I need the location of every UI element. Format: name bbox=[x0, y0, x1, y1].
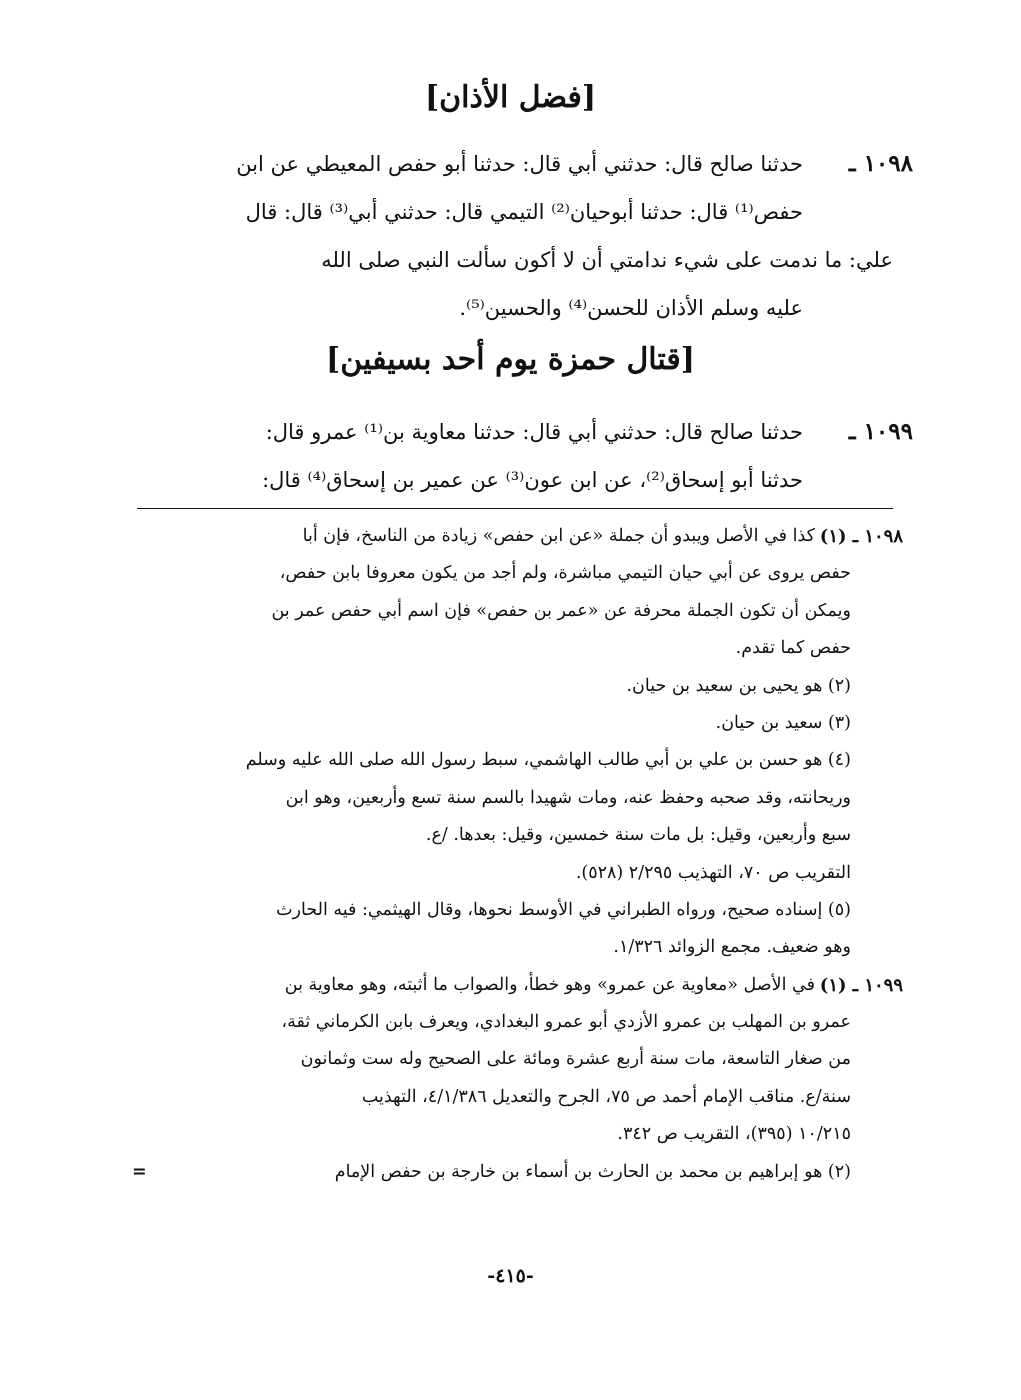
footnote-text: سبع وأربعين، وقيل: بل مات سنة خمسين، وقيل: بعدها. /ع. bbox=[425, 825, 851, 846]
footnote-text: حفص كما تقدم. bbox=[735, 638, 851, 659]
footnote-line bbox=[150, 1116, 903, 1153]
page-number: -٤١٥- bbox=[487, 1265, 534, 1287]
footnote-separator bbox=[137, 508, 893, 509]
footnote-line bbox=[150, 668, 903, 705]
hadith-1098 bbox=[160, 140, 913, 332]
footnote-line bbox=[150, 518, 903, 555]
hadith-1099 bbox=[160, 408, 913, 504]
footnote-text: ١٠/٢١٥ (٣٩٥)، التقريب ص ٣٤٢. bbox=[617, 1124, 851, 1145]
hadith-line bbox=[160, 236, 983, 284]
footnote-line bbox=[150, 1004, 903, 1041]
footnote-line bbox=[150, 1041, 903, 1078]
footnote-text: حفص يروى عن أبي حيان التيمي مباشرة، ولم أجد من يكون معروفا بابن حفص، bbox=[279, 563, 851, 584]
section-heading-qital-hamza: [قتال حمزة يوم أحد بسيفين] bbox=[326, 342, 695, 377]
section-heading-fadl-al-adhan: [فضل الأذان] bbox=[424, 80, 597, 115]
footnote-line bbox=[150, 892, 903, 929]
footnote-text: سنة/ع. مناقب الإمام أحمد ص ٧٥، الجرح والتعديل ٤/١/٣٨٦، التهذيب bbox=[361, 1086, 851, 1107]
footnote-text: عمرو بن المهلب بن عمرو الأزدي أبو عمرو البغدادي، ويعرف بابن الكرماني ثقة، bbox=[281, 1012, 851, 1033]
continuation-mark: = bbox=[132, 1161, 147, 1182]
footnote-line bbox=[150, 593, 903, 630]
hadith-text: حدثنا صالح قال: حدثني أبي قال: حدثنا أبو حفص المعيطي عن ابن bbox=[236, 152, 803, 176]
footnote-line bbox=[150, 1079, 903, 1116]
footnote-line bbox=[150, 929, 903, 966]
footnote-text: من صغار التاسعة، مات سنة أربع عشرة ومائة على الصحيح وله ست وثمانون bbox=[300, 1049, 851, 1070]
hadith-line bbox=[160, 188, 893, 236]
footnotes bbox=[132, 518, 903, 1191]
hadith-line bbox=[160, 408, 913, 456]
hadith-text: علي: ما ندمت على شيء ندامتي أن لا أكون سألت النبي صلى الله bbox=[321, 248, 893, 272]
footnote-line bbox=[150, 967, 903, 1004]
footnote-text: وريحانته، وقد صحبه وحفظ عنه، ومات شهيدا بالسم سنة تسع وأربعين، وهو ابن bbox=[285, 787, 851, 808]
hadith-text: حدثنا أبو إسحاق⁽²⁾، عن ابن عون⁽³⁾ عن عمير بن إسحاق⁽⁴⁾ قال: bbox=[262, 468, 803, 492]
footnote-line bbox=[150, 630, 903, 667]
footnote-line bbox=[150, 780, 903, 817]
footnote-line bbox=[150, 742, 903, 779]
footnote-text: (٢) هو يحيى بن سعيد بن حيان. bbox=[626, 675, 851, 696]
hadith-text: حدثنا صالح قال: حدثني أبي قال: حدثنا معاوية بن⁽¹⁾ عمرو قال: bbox=[265, 420, 803, 444]
footnote-text: وهو ضعيف. مجمع الزوائد ١/٣٢٦. bbox=[613, 937, 851, 958]
footnote-text: (٤) هو حسن بن علي بن أبي طالب الهاشمي، سبط رسول الله صلى الله عليه وسلم bbox=[245, 750, 851, 771]
footnote-text: التقريب ص ٧٠، التهذيب ٢/٢٩٥ (٥٢٨). bbox=[575, 862, 851, 883]
hadith-line bbox=[160, 140, 913, 188]
footnote-label: ١٠٩٩ ـ (١) bbox=[819, 974, 903, 996]
footnote-text: (٣) سعيد بن حيان. bbox=[715, 712, 851, 733]
footnote-label: ١٠٩٨ ـ (١) bbox=[819, 526, 903, 547]
footnote-line bbox=[150, 555, 903, 592]
footnote-text: (٢) هو إبراهيم بن محمد بن الحارث بن أسماء بن خارجة بن حفص الإمام bbox=[334, 1161, 851, 1182]
hadith-line bbox=[160, 456, 893, 504]
footnote-text: كذا في الأصل ويبدو أن جملة «عن ابن حفص» زيادة من الناسخ، فإن أبا bbox=[302, 526, 815, 546]
footnote-text: (٥) إسناده صحيح، ورواه الطبراني في الأوسط نحوها، وقال الهيثمي: فيه الحارث bbox=[276, 899, 851, 920]
hadith-number: ١٠٩٨ ـ bbox=[848, 150, 913, 177]
footnote-text: في الأصل «معاوية عن عمرو» وهو خطأ، والصواب ما أثبته، وهو معاوية بن bbox=[284, 974, 815, 995]
footnote-line bbox=[150, 705, 903, 742]
footnote-text: ويمكن أن تكون الجملة محرفة عن «عمر بن حفص» فإن اسم أبي حفص عمر بن bbox=[271, 600, 851, 621]
hadith-number: ١٠٩٩ ـ bbox=[848, 418, 913, 445]
hadith-text: عليه وسلم الأذان للحسن⁽⁴⁾ والحسين⁽⁵⁾. bbox=[459, 296, 803, 320]
footnote-line bbox=[150, 855, 903, 892]
footnote-line bbox=[132, 1154, 903, 1191]
hadith-text: حفص⁽¹⁾ قال: حدثنا أبوحيان⁽²⁾ التيمي قال: حدثني أبي⁽³⁾ قال: قال bbox=[245, 200, 803, 224]
footnote-line bbox=[150, 817, 903, 854]
hadith-line bbox=[160, 284, 893, 332]
